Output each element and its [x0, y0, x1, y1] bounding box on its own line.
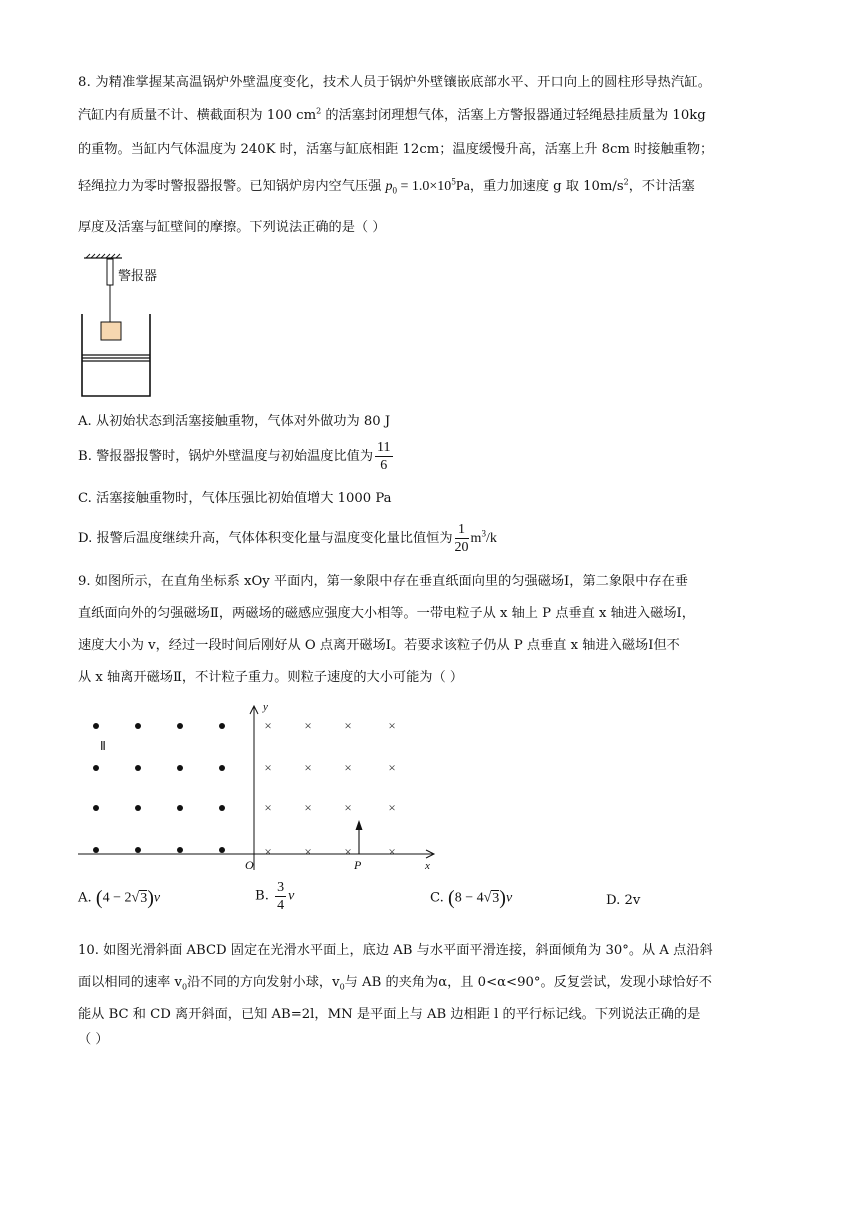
svg-text:×: × [264, 800, 272, 815]
q8-line-2a: 汽缸内有质量不计、横截面积为 100 cm [78, 108, 317, 123]
svg-text:×: × [264, 844, 272, 859]
v0-subscript-2: 0 [339, 982, 345, 992]
option-a-radicand: 3 [140, 890, 148, 906]
q8-line-3: 的重物。当缸内气体温度为 240K 时，活塞与缸底相距 12cm；温度缓慢升高，活塞上升 8cm 时接触重物； [78, 142, 714, 157]
svg-text:×: × [344, 844, 352, 859]
q9-line-3: 速度大小为 v，经过一段时间后刚好从 O 点离开磁场Ⅰ。若要求该粒子仍从 P 点垂直 x 轴进入磁场Ⅰ但不 [78, 638, 680, 653]
svg-text:×: × [388, 844, 396, 859]
q8-option-d: D. 报警后温度继续升高，气体体积变化量与温度变化量比值恒为 $\frac{1}{20}$ $m^3/k$ [78, 522, 497, 555]
option-a-expr: 4 − 2 [102, 890, 132, 906]
q9-line-2: 直纸面向外的匀强磁场Ⅱ，两磁场的磁感应强度大小相等。一带电粒子从 x 轴上 P 点垂直 x 轴进入磁场Ⅰ， [78, 606, 695, 621]
pressure-subscript: 0 [392, 185, 398, 196]
option-b-velocity: v [288, 888, 295, 904]
point-p-label: P [354, 858, 362, 872]
q8-line-4a: 轻绳拉力为零时警报器报警。已知锅炉房内空气压强 [78, 179, 386, 194]
svg-text:×: × [344, 800, 352, 815]
q8-line-5: 厚度及活塞与缸壁间的摩擦。下列说法正确的是（ ） [78, 220, 386, 235]
fraction-11-6 [375, 439, 392, 474]
q8-option-c: C. 活塞接触重物时，气体压强比初始值增大 1000 Pa [78, 491, 392, 506]
q10-line-3: 能从 BC 和 CD 离开斜面，已知 AB=2l，MN 是平面上与 AB 边相距 l 的平行标记线。下列说法正确的是 [78, 1007, 701, 1022]
svg-text:×: × [304, 844, 312, 859]
option-b-label: B. [255, 888, 269, 904]
svg-text:×: × [304, 760, 312, 775]
svg-text:×: × [388, 800, 396, 815]
q8-line-4c: ，不计活塞 [628, 179, 695, 194]
q10-line-2c: 与 AB 的夹角为α，且 0<α<90°。反复尝试，发现小球恰好不 [344, 975, 712, 990]
option-c-expr: 8 − 4 [454, 890, 484, 906]
fraction-3-4 [275, 879, 286, 914]
fraction-denominator: 20 [454, 540, 469, 555]
fraction-1-20 [455, 521, 469, 556]
q8-line-4b: ，重力加速度 g 取 10m/s [469, 179, 624, 194]
y-axis-label: y [263, 701, 268, 713]
option-c-label: C. [430, 890, 444, 906]
fraction-numerator: 3 [277, 880, 285, 895]
q10-line-1: 10. 如图光滑斜面 ABCD 固定在光滑水平面上，底边 AB 与水平面平滑连接，斜面倾角为 30°。从 A 点沿斜 [78, 943, 713, 958]
v0-subscript: 0 [181, 982, 188, 992]
q8-option-b [78, 439, 395, 474]
q10-line-2 [78, 973, 712, 993]
svg-text:×: × [344, 760, 352, 775]
svg-text:×: × [304, 718, 312, 733]
q9-line-4: 从 x 轴离开磁场Ⅱ，不计粒子重力。则粒子速度的大小可能为（ ） [78, 670, 464, 685]
pressure-value: = 1.0×10 [397, 179, 452, 194]
q8-line-2b: 的活塞封闭理想气体，活塞上方警报器通过轻绳悬挂质量为 10kg [321, 108, 706, 123]
svg-text:×: × [344, 718, 352, 733]
alarm-label: 警报器 [118, 269, 158, 284]
q8-option-b-text: B. 警报器报警时，锅炉外壁温度与初始温度比值为 [78, 449, 374, 464]
svg-text:×: × [304, 800, 312, 815]
q9-figure [78, 700, 448, 880]
pressure-exponent: 5 [451, 176, 456, 187]
q9-line-1: 9. 如图所示，在直角坐标系 xOy 平面内，第一象限中存在垂直纸面向里的匀强磁场Ⅰ，第二象限中存在垂 [78, 574, 688, 589]
svg-text:×: × [388, 760, 396, 775]
unit-m: m [470, 531, 482, 546]
fraction-denominator: 6 [380, 458, 388, 473]
svg-text:×: × [264, 718, 272, 733]
q8-line-4: 轻绳拉力为零时警报器报警。已知锅炉房内空气压强 $p_0 = 1.0\times 10^5Pa$，重力加速度 g 取 $10m/s^2$，不计活塞 [78, 176, 695, 196]
q9-option-a: A. (4 − 2√3)v [78, 887, 161, 909]
q8-line-2: 汽缸内有质量不计、横截面积为 100 $cm^2$ 的活塞封闭理想气体，活塞上方警报器通过轻绳悬挂质量为 10kg [78, 106, 706, 123]
fraction-numerator: 1 [455, 521, 469, 539]
q8-option-d-text: D. 报警后温度继续升高，气体体积变化量与温度变化量比值恒为 [78, 531, 453, 546]
option-c-velocity: v [505, 890, 513, 906]
origin-label: O [245, 858, 254, 872]
pressure-unit: Pa [455, 179, 470, 194]
region-2-label: Ⅱ [100, 739, 106, 753]
q10-line-2a: 面以相同的速率 v [78, 975, 182, 990]
svg-text:×: × [264, 760, 272, 775]
x-axis-label: x [425, 860, 430, 872]
q8-line-1: 8. 为精准掌握某高温锅炉外壁温度变化，技术人员于锅炉外壁镶嵌底部水平、开口向上的圆柱形导热汽缸。 [78, 75, 712, 90]
q9-option-c: C. (8 − 4√3)v [430, 887, 513, 909]
fraction-numerator: 11 [377, 440, 391, 455]
fraction-denominator: 4 [277, 898, 285, 913]
svg-text:×: × [388, 718, 396, 733]
option-a-velocity: v [153, 890, 161, 906]
q9-option-b [255, 879, 294, 914]
option-c-radicand: 3 [492, 890, 500, 906]
q9-option-d: D. 2v [606, 893, 641, 908]
pressure-symbol: p [385, 179, 393, 194]
unit-per-k: /k [485, 531, 497, 546]
q10-line-2b: 沿不同的方向发射小球，v [187, 975, 340, 990]
q10-line-4: （ ） [78, 1032, 109, 1047]
option-a-label: A. [78, 890, 92, 906]
q8-option-a: A. 从初始状态到活塞接触重物，气体对外做功为 80 J [78, 414, 391, 429]
